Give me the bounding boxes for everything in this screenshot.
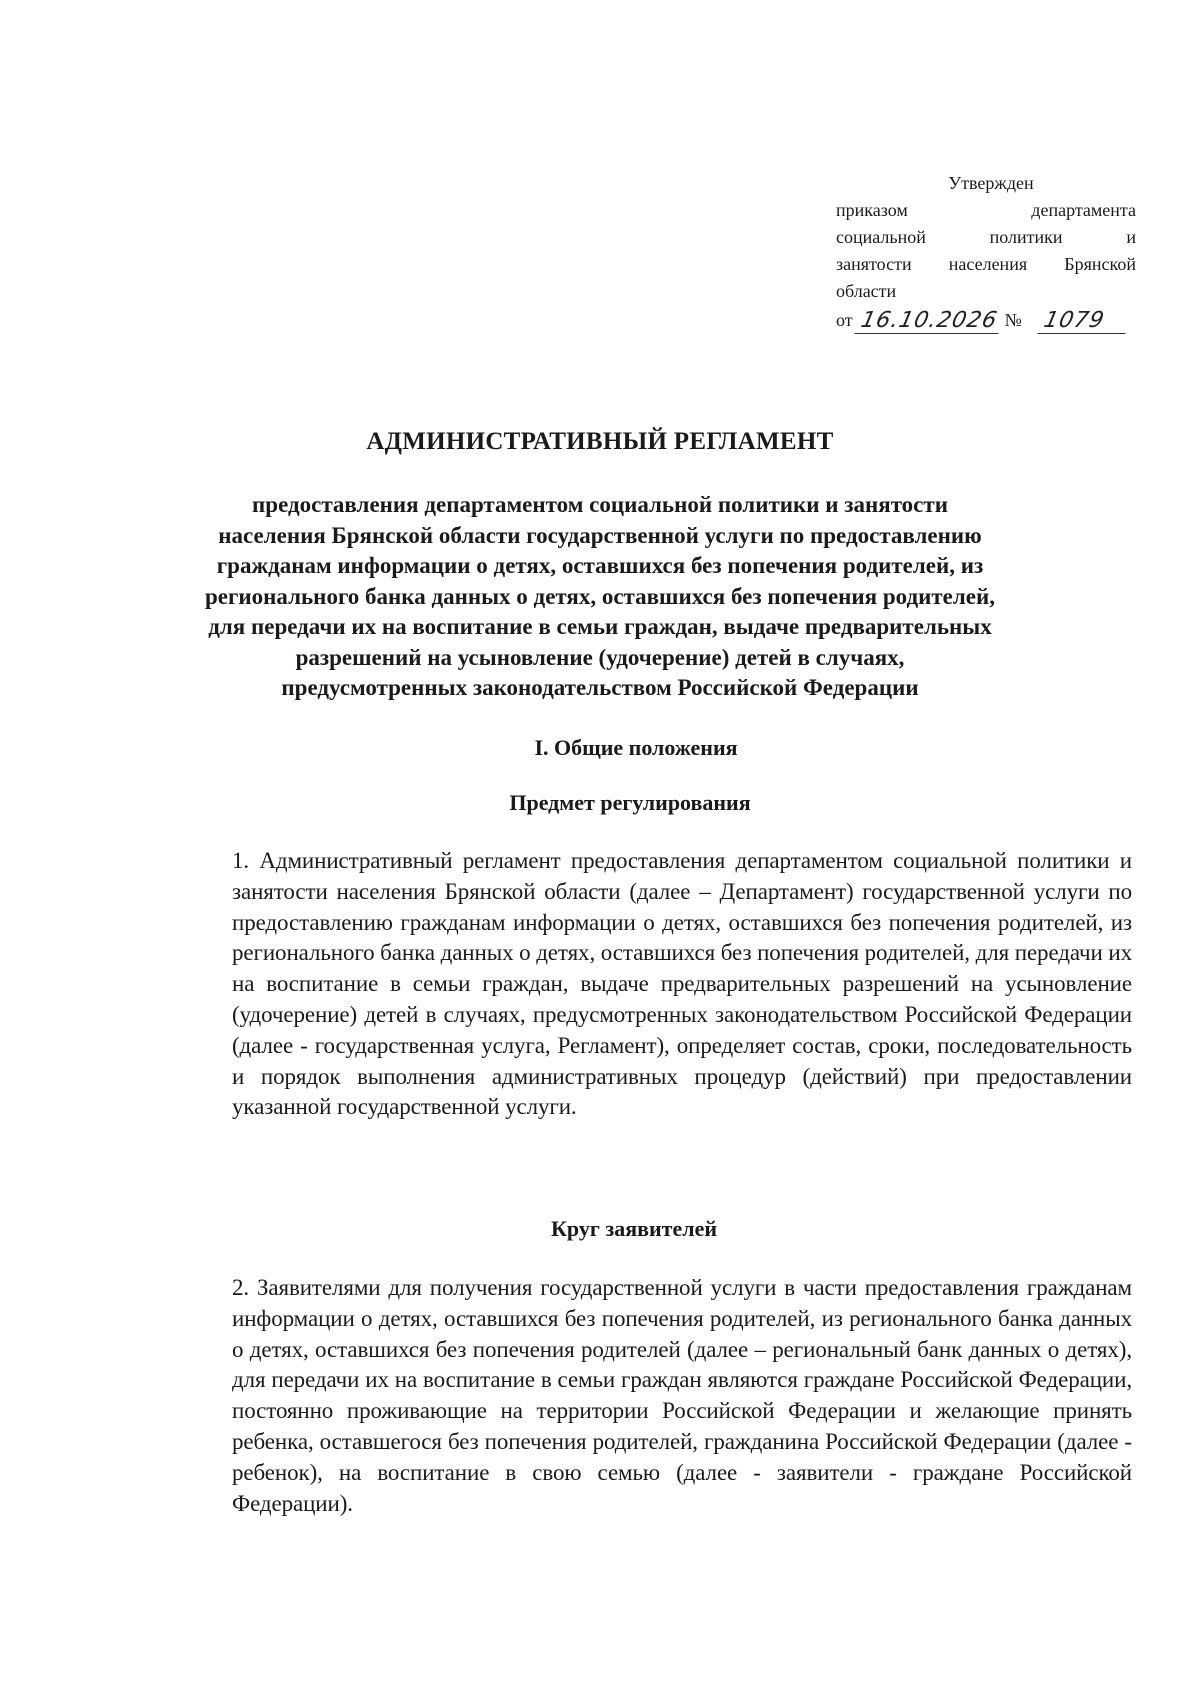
document-title: АДМИНИСТРАТИВНЫЙ РЕГЛАМЕНТ bbox=[366, 428, 834, 455]
approval-line-3 bbox=[836, 251, 1136, 278]
number-prefix: № bbox=[1004, 310, 1022, 330]
approval-line-2 bbox=[836, 224, 1136, 251]
date-prefix: от bbox=[836, 310, 853, 330]
approval-word: политики bbox=[989, 227, 1063, 247]
approval-word: социальной bbox=[836, 227, 926, 247]
handwritten-date: 16.10.2026 bbox=[854, 309, 1003, 334]
paragraph-1: 1. Административный регламент предоставления департаментом социальной политики и занятости населения Брянской области (далее – Департамент) государственной услуги по предоставлению гражданам информации о детях, оставшихся без попечения родителей, из регионального банка данных о детях, оставшихся без попечения родителей, для передачи их на воспитание в семьи граждан, выдаче предварительных разрешений на усыновление (удочерение) детей в случаях, предусмотренных законодательством Российской Федерации (далее - государственная услуга, Регламент), определяет состав, сроки, последовательность и порядок выполнения административных процедур (действий) при предоставлении указанной государственной услуги. bbox=[232, 848, 1132, 1120]
handwritten-number: 1079 bbox=[1037, 309, 1130, 334]
approval-word: населения bbox=[948, 254, 1028, 274]
approval-line-1 bbox=[836, 197, 1136, 224]
section-heading-applicants: Круг заявителей bbox=[550, 1216, 718, 1241]
document-subtitle: предоставления департаментом социальной политики и занятости населения Брянской области государственной услуги по предоставлению гражданам информации о детях, оставшихся без попечения родителей, из регионального банка данных о детях, оставшихся без попечения родителей, для передачи их на воспитание в семьи граждан, выдаче предварительных разрешений на усыновление (удочерение) детей в случаях, предусмотренных законодательством Российской Федерации bbox=[204, 492, 996, 700]
approval-word: приказом bbox=[836, 200, 908, 220]
paragraph-2: 2. Заявителями для получения государственной услуги в части предоставления гражданам информации о детях, оставшихся без попечения родителей, из регионального банка данных о детях, оставшихся без попечения родителей (далее – региональный банк данных о детях), для передачи их на воспитание в семьи граждан являются граждане Российской Федерации, постоянно проживающие на территории Российской Федерации и желающие принять ребенка, оставшегося без попечения родителей, гражданина Российской Федерации (далее - ребенок), на воспитание в свою семью (далее - заявители - граждане Российской Федерации). bbox=[232, 1275, 1132, 1516]
approval-line-4 bbox=[836, 278, 1136, 305]
approval-date-line bbox=[836, 307, 1136, 334]
section-heading-general: I. Общие положения bbox=[534, 735, 738, 760]
approval-word: области bbox=[836, 281, 897, 301]
approval-word: занятости bbox=[836, 254, 912, 274]
approval-stamp-block bbox=[836, 170, 1136, 334]
approval-word: Брянской bbox=[1064, 254, 1136, 274]
section-heading-subject: Предмет регулирования bbox=[509, 790, 751, 815]
approval-word: департамента bbox=[1031, 200, 1136, 220]
approval-title: Утвержден bbox=[948, 173, 1034, 193]
approval-word: и bbox=[1126, 227, 1136, 247]
